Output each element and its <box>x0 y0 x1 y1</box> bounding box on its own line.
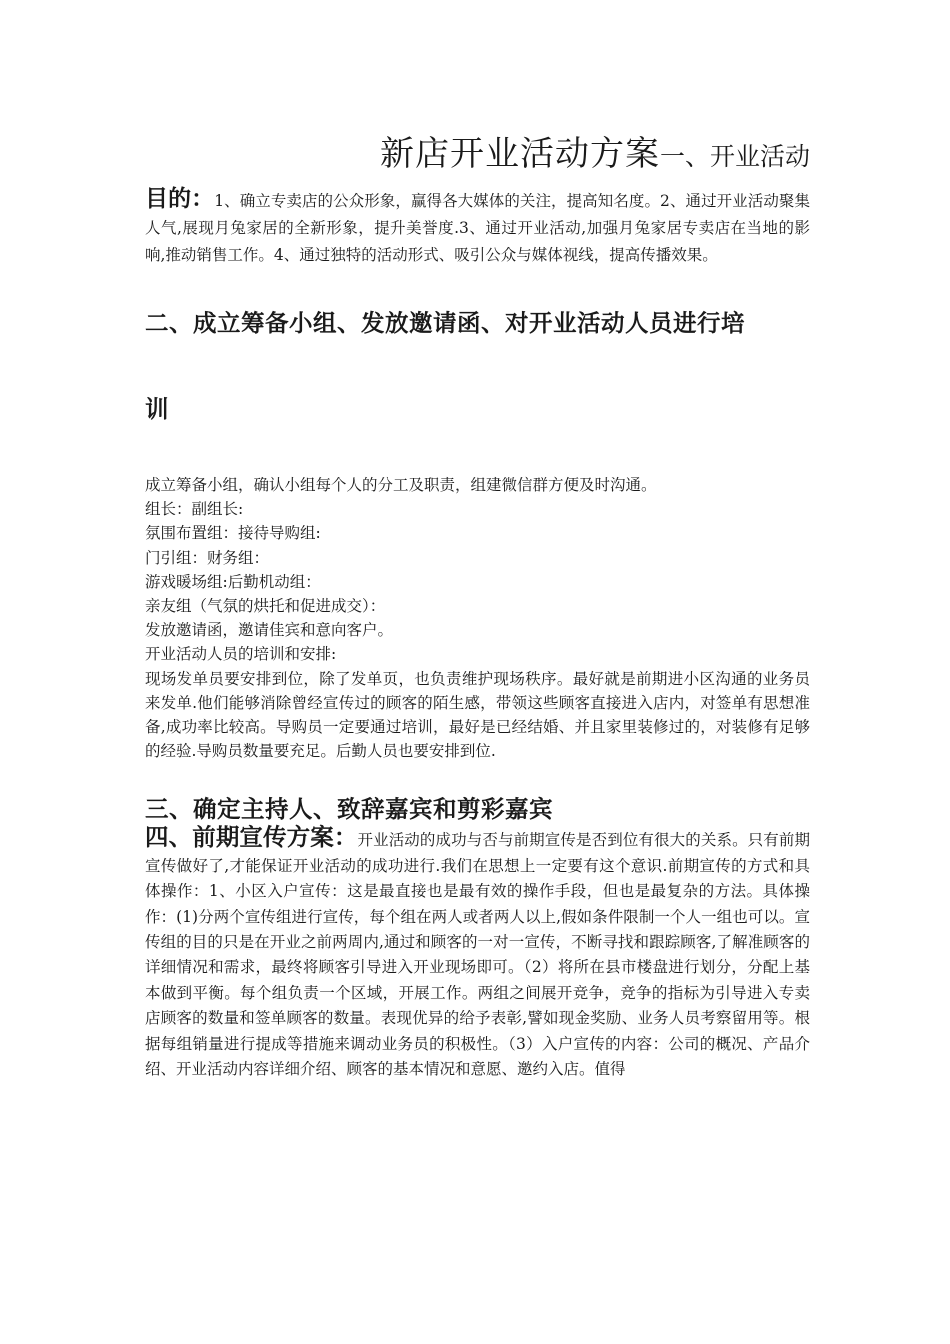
section2-line: 氛围布置组：接待导购组: <box>145 524 321 543</box>
section2-line: 门引组：财务组： <box>145 548 270 567</box>
section4-paragraph <box>145 825 810 1082</box>
section1-lead: 目的： <box>145 186 215 212</box>
section2-line: 成立筹备小组，确认小组每个人的分工及职责，组建微信群方便及时沟通。 <box>145 476 657 494</box>
section2-body <box>145 473 810 763</box>
section2-line: 组长：副组长: <box>145 500 244 519</box>
section2-line: 亲友组（气氛的烘托和促进成交）： <box>145 597 386 616</box>
section3-heading: 三、确定主持人、致辞嘉宾和剪彩嘉宾 <box>145 795 553 824</box>
document-title: 新店开业活动方案 <box>379 134 660 174</box>
section2-heading: 二、成立筹备小组、发放邀请函、对开业活动人员进行培 <box>145 309 745 337</box>
document-content <box>145 128 810 1083</box>
section2-heading-continued: 训 <box>145 395 169 423</box>
section2-line: 发放邀请函，邀请佳宾和意向客户。 <box>145 621 394 640</box>
section1-heading-start: 一、开业活动 <box>659 142 810 171</box>
section2-line: 游戏暖场组:后勤机动组： <box>145 572 321 591</box>
section4-text: 开业活动的成功与否与前期宣传是否到位有很大的关系。只有前期宣传做好了,才能保证开业活动的成功进行.我们在思想上一定要有这个意识.前期宣传的方式和具体操作：1、小区入户宣传：这是最直接也是最有效的操作手段，但也是最复杂的方法。具体操作：(1)分两个宣传组进行宣传，每个组在两人或者两人以上,假如条件限制一个人一组也可以。宣传组的目的只是在开业之前两周内,通过和顾客的一对一宣传，不断寻找和跟踪顾客,了解准顾客的详细情况和需求，最终将顾客引导进入开业现场即可。（2）将所在县市楼盘进行划分，分配上基本做到平衡。每个组负责一个区域，开展工作。两组之间展开竞争，竞争的指标为引导进入专卖店顾客的数量和签单顾客的数量。表现优异的给予表彰,譬如现金奖励、业务人员考察留用等。根据每组销量进行提成等措施来调动业务员的积极性。（3）入户宣传的内容：公司的概况、产品介绍、开业活动内容详细介绍、顾客的基本情况和意愿、邀约入店。值得 <box>145 831 811 1079</box>
title-line <box>145 128 810 180</box>
section1-paragraph <box>145 186 810 269</box>
section4-lead: 四、前期宣传方案： <box>145 823 358 852</box>
section1-text: 1、确立专卖店的公众形象，赢得各大媒体的关注，提高知名度。2、通过开业活动聚集人气,展现月兔家居的全新形象，提升美誉度.3、通过开业活动,加强月兔家居专卖店在当地的影响,推动销售工作。4、通过独特的活动形式、吸引公众与媒体视线，提高传播效果。 <box>145 192 810 264</box>
section2-line: 开业活动人员的培训和安排: <box>145 645 337 664</box>
section2-paragraph: 现场发单员要安排到位，除了发单页，也负责维护现场秩序。最好就是前期进小区沟通的业务员来发单.他们能够消除曾经宣传过的顾客的陌生感，带领这些顾客直接进入店内，对签单有思想准备,成功率比较高。导购员一定要通过培训，最好是已经结婚、并且家里装修过的，对装修有足够的经验.导购员数量要充足。后勤人员也要安排到位. <box>145 669 810 761</box>
